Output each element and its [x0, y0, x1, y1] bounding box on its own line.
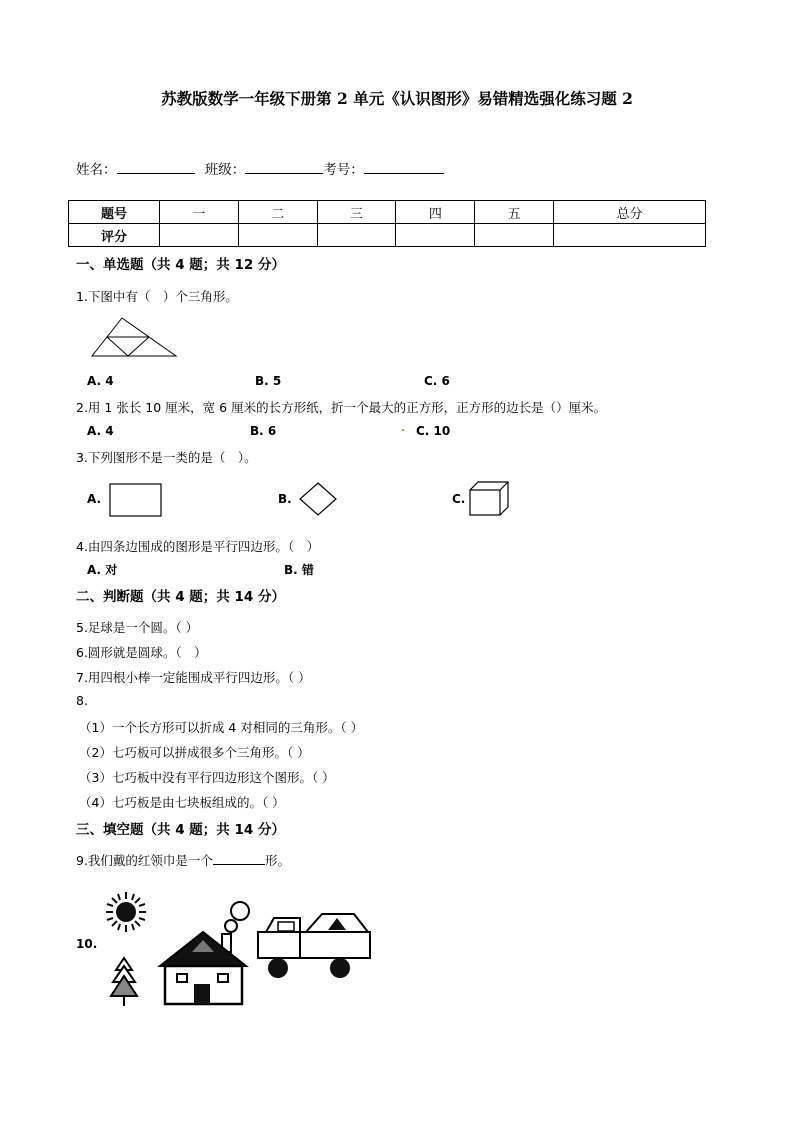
q4-option-a[interactable]: A. 对: [87, 563, 118, 577]
score-input-cell[interactable]: [475, 224, 554, 247]
question-8-item: （4）七巧板是由七块板组成的。（ ）: [79, 795, 285, 810]
question-2: 2.用 1 张长 10 厘米，宽 6 厘米的长方形纸，折一个最大的正方形，正方形的边长是（）厘米。: [76, 400, 607, 415]
section-heading: 一、单选题（共 4 题；共 12 分）: [76, 257, 285, 273]
table-cell: 一: [160, 201, 239, 224]
student-info: [76, 158, 444, 178]
class-field[interactable]: [245, 161, 323, 174]
section-heading: 三、填空题（共 4 题；共 14 分）: [76, 822, 285, 838]
score-input-cell[interactable]: [317, 224, 396, 247]
score-table: [68, 200, 706, 247]
question-9: [76, 851, 290, 869]
question-4: 4.由四条边围成的图形是平行四边形。（ ）: [76, 539, 320, 554]
table-cell: 五: [475, 201, 554, 224]
q9-answer-blank[interactable]: [213, 852, 265, 865]
question-5: 5.足球是一个圆。（ ）: [76, 620, 199, 635]
q1-option-c[interactable]: C. 6: [424, 374, 450, 388]
section-heading: 二、判断题（共 4 题；共 14 分）: [76, 589, 285, 605]
rectangle-shape: [109, 483, 163, 517]
tree-icon: [108, 956, 140, 1008]
q9-text-after: 形。: [264, 853, 290, 868]
question-8-item: （1）一个长方形可以折成 4 对相同的三角形。（ ）: [79, 720, 364, 735]
question-3: 3.下列图形不是一类的是（ ）。: [76, 450, 257, 465]
score-input-cell[interactable]: [160, 224, 239, 247]
question-6: 6.圆形就是圆球。（ ）: [76, 645, 207, 660]
class-label: 班级：: [204, 162, 246, 178]
score-input-cell[interactable]: [396, 224, 475, 247]
name-label: 姓名：: [76, 162, 117, 178]
score-input-cell[interactable]: [554, 224, 706, 247]
question-1: 1.下图中有（ ）个三角形。: [76, 289, 238, 304]
q2-option-b[interactable]: B. 6: [250, 424, 277, 438]
question-8-item: （3）七巧板中没有平行四边形这个图形。（ ）: [79, 770, 335, 785]
exam-label: 考号：: [323, 162, 364, 178]
table-cell: 四: [396, 201, 475, 224]
cube-shape: [469, 481, 511, 517]
decorative-dot: [402, 429, 404, 431]
score-input-cell[interactable]: [238, 224, 317, 247]
name-field[interactable]: [117, 161, 195, 174]
triangle-figure: [90, 316, 178, 358]
q3-option-a[interactable]: A.: [87, 492, 102, 506]
question-7: 7.用四根小棒一定能围成平行四边形。（ ）: [76, 670, 311, 685]
table-header-cell: 评分: [69, 224, 160, 247]
question-8-item: （2）七巧板可以拼成很多个三角形。（ ）: [79, 745, 310, 760]
q1-option-b[interactable]: B. 5: [255, 374, 282, 388]
exam-number-field[interactable]: [364, 161, 444, 174]
question-10: 10.: [76, 937, 98, 951]
truck-icon: [256, 910, 374, 982]
q3-option-c[interactable]: C.: [452, 492, 466, 506]
house-icon: [156, 900, 250, 1008]
table-row: [69, 224, 706, 247]
table-row: [69, 201, 706, 224]
table-cell: 总分: [554, 201, 706, 224]
q2-option-a[interactable]: A. 4: [87, 424, 114, 438]
q3-option-b[interactable]: B.: [278, 492, 292, 506]
page-title: 苏教版数学一年级下册第 2 单元《认识图形》易错精选强化练习题 2: [161, 89, 633, 108]
q4-option-b[interactable]: B. 错: [284, 563, 314, 577]
sun-icon: [103, 890, 149, 934]
q1-option-a[interactable]: A. 4: [87, 374, 114, 388]
q9-text-before: 9.我们戴的红领巾是一个: [76, 853, 213, 868]
table-cell: 二: [238, 201, 317, 224]
table-header-cell: 题号: [69, 201, 160, 224]
diamond-shape: [298, 482, 338, 516]
question-8: 8.: [76, 693, 88, 708]
q2-option-c[interactable]: C. 10: [416, 424, 451, 438]
table-cell: 三: [317, 201, 396, 224]
